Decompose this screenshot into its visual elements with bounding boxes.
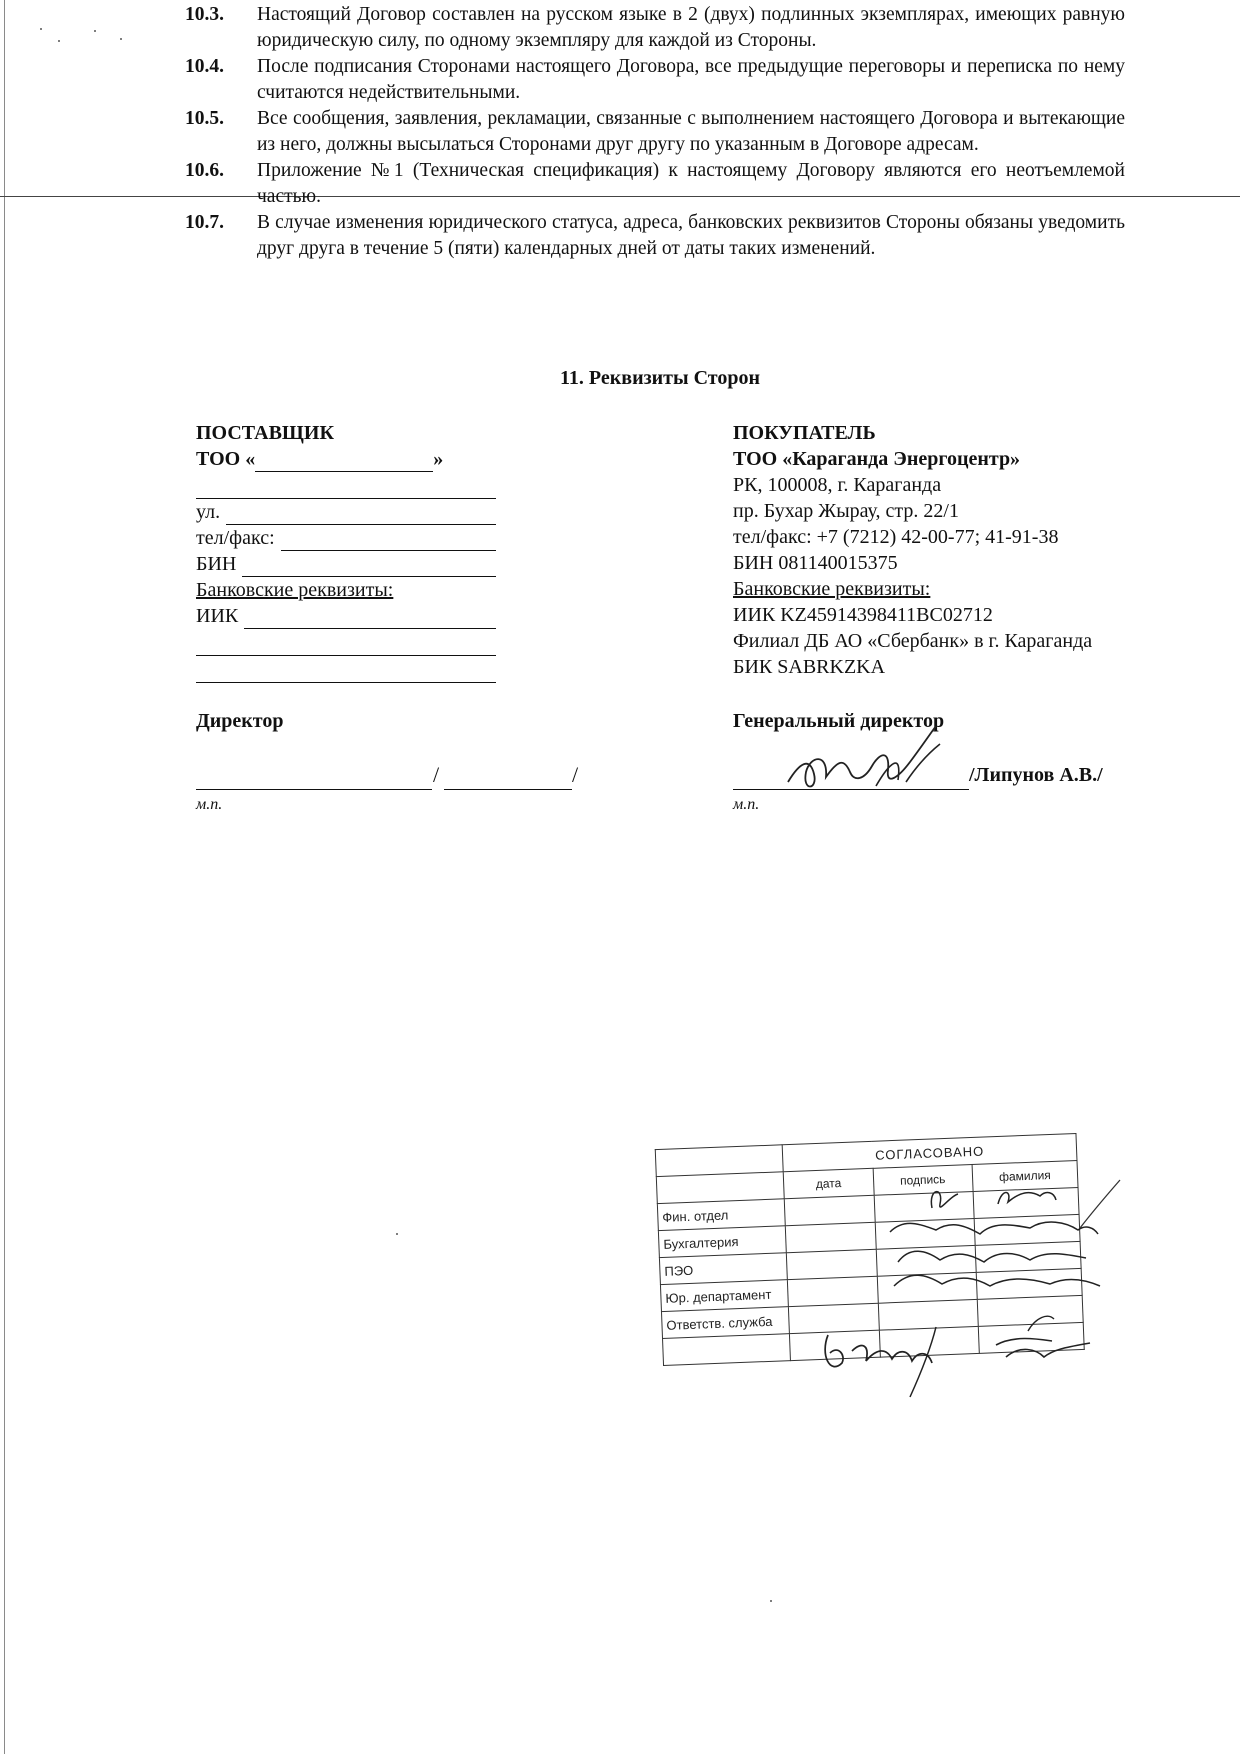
supplier-blank-line <box>196 656 496 683</box>
supplier-org-blank <box>255 452 433 472</box>
approval-row-label: Ответств. служба <box>661 1307 789 1339</box>
buyer-address-line2: пр. Бухар Жырау, стр. 22/1 <box>733 500 959 522</box>
buyer-phone: тел/факс: +7 (7212) 42-00-77; 41-91-38 <box>733 526 1059 548</box>
supplier-signatory-role: Директор <box>196 710 284 732</box>
supplier-details <box>196 420 496 683</box>
scan-speck <box>120 38 122 40</box>
approval-column-signature: подпись <box>873 1165 973 1196</box>
approval-column-surname: фамилия <box>972 1160 1078 1191</box>
supplier-heading: ПОСТАВЩИК <box>196 422 334 444</box>
buyer-bik: БИК SABRKZKA <box>733 656 886 678</box>
approval-title: СОГЛАСОВАНО <box>782 1134 1077 1172</box>
contract-clauses <box>185 2 1125 262</box>
approval-column-date: дата <box>783 1168 873 1198</box>
buyer-iik: ИИК KZ45914398411BC02712 <box>733 604 993 626</box>
supplier-iik-blank <box>244 609 496 629</box>
scan-speck <box>770 1600 772 1602</box>
clause <box>185 210 1125 262</box>
clause-text: Настоящий Договор составлен на русском языке в 2 (двух) подлинных экземплярах, имеющих равную юридическую силу, по одному экземпляру для каждой из Стороны. <box>257 4 1125 51</box>
scan-speck <box>94 30 96 32</box>
buyer-signatory-role: Генеральный директор <box>733 710 945 732</box>
approval-row-label <box>663 1334 791 1366</box>
approval-date-cell <box>788 1276 878 1306</box>
approval-row-label: ПЭО <box>659 1253 787 1285</box>
approval-handwritten-signatures <box>880 1170 1130 1300</box>
approval-date-cell <box>787 1249 877 1279</box>
stamp-signatures-below <box>790 1305 1120 1425</box>
buyer-address-line1: РК, 100008, г. Караганда <box>733 474 942 496</box>
supplier-phone-row <box>196 525 496 551</box>
section-title: 11. Реквизиты Сторон <box>560 367 760 389</box>
clause-text: В случае изменения юридического статуса, адреса, банковских реквизитов Стороны обязаны уведомить друг друга в течение 5 (пяти) календарных дней от даты таких изменений. <box>257 212 1125 259</box>
clause-text: После подписания Сторонами настоящего Договора, все предыдущие переговоры и переписка по нему считаются недействительными. <box>257 56 1125 103</box>
supplier-org-row <box>196 446 496 472</box>
supplier-street-row <box>196 499 496 525</box>
buyer-signer-name: /Липунов А.В./ <box>969 764 1103 786</box>
director-handwritten-signature <box>780 722 980 802</box>
supplier-blank-line <box>196 629 496 656</box>
supplier-bin-label: БИН <box>196 553 237 575</box>
clause <box>185 158 1125 210</box>
buyer-bin: БИН 081140015375 <box>733 552 898 574</box>
supplier-org-suffix: » <box>433 448 444 470</box>
approval-row-label: Фин. отдел <box>657 1199 785 1231</box>
supplier-iik-row <box>196 603 496 629</box>
supplier-street-label: ул. <box>196 501 221 523</box>
scan-speck <box>396 1233 398 1235</box>
supplier-phone-blank <box>281 531 496 551</box>
approval-date-cell <box>786 1222 876 1252</box>
supplier-name-line <box>444 788 572 790</box>
clause-number: 10.6. <box>185 160 224 181</box>
clause-number: 10.4. <box>185 56 224 77</box>
supplier-street-blank <box>226 505 496 525</box>
supplier-signature-line <box>196 788 432 790</box>
approval-row-label: Юр. департамент <box>660 1280 788 1312</box>
supplier-iik-label: ИИК <box>196 605 239 627</box>
scan-speck <box>58 40 60 42</box>
buyer-org: ТОО «Караганда Энергоцентр» <box>733 448 1021 470</box>
clause-text: Все сообщения, заявления, рекламации, связанные с выполнением настоящего Договора и вытекающие из него, должны высылаться Сторонами друг другу по указанным в Договоре адресам. <box>257 108 1125 155</box>
supplier-bank-label: Банковские реквизиты: <box>196 579 394 601</box>
buyer-heading: ПОКУПАТЕЛЬ <box>733 422 876 444</box>
clause-number: 10.3. <box>185 4 224 25</box>
slash-separator: / <box>572 762 579 787</box>
supplier-org-prefix: ТОО « <box>196 448 256 470</box>
clause-text: Приложение №1 (Техническая спецификация) к настоящему Договору являются его неотъемлемой частью. <box>257 160 1125 207</box>
approval-date-cell <box>785 1195 875 1225</box>
supplier-stamp-place: м.п. <box>196 796 223 813</box>
supplier-bin-blank <box>242 557 496 577</box>
buyer-bank-branch: Филиал ДБ АО «Сбербанк» в г. Караганда <box>733 630 1093 652</box>
clause-number: 10.5. <box>185 108 224 129</box>
supplier-phone-label: тел/факс: <box>196 527 275 549</box>
buyer-bank-label: Банковские реквизиты: <box>733 578 931 600</box>
scan-speck <box>40 28 42 30</box>
approval-row-label: Бухгалтерия <box>658 1226 786 1258</box>
clause <box>185 2 1125 54</box>
scan-edge-line <box>4 0 5 1754</box>
buyer-details <box>733 420 1153 680</box>
slash-separator: / <box>433 762 440 787</box>
clause-number: 10.7. <box>185 212 224 233</box>
supplier-blank-line <box>196 472 496 499</box>
buyer-stamp-place: м.п. <box>733 796 760 813</box>
clause <box>185 54 1125 106</box>
clause <box>185 106 1125 158</box>
supplier-bin-row <box>196 551 496 577</box>
